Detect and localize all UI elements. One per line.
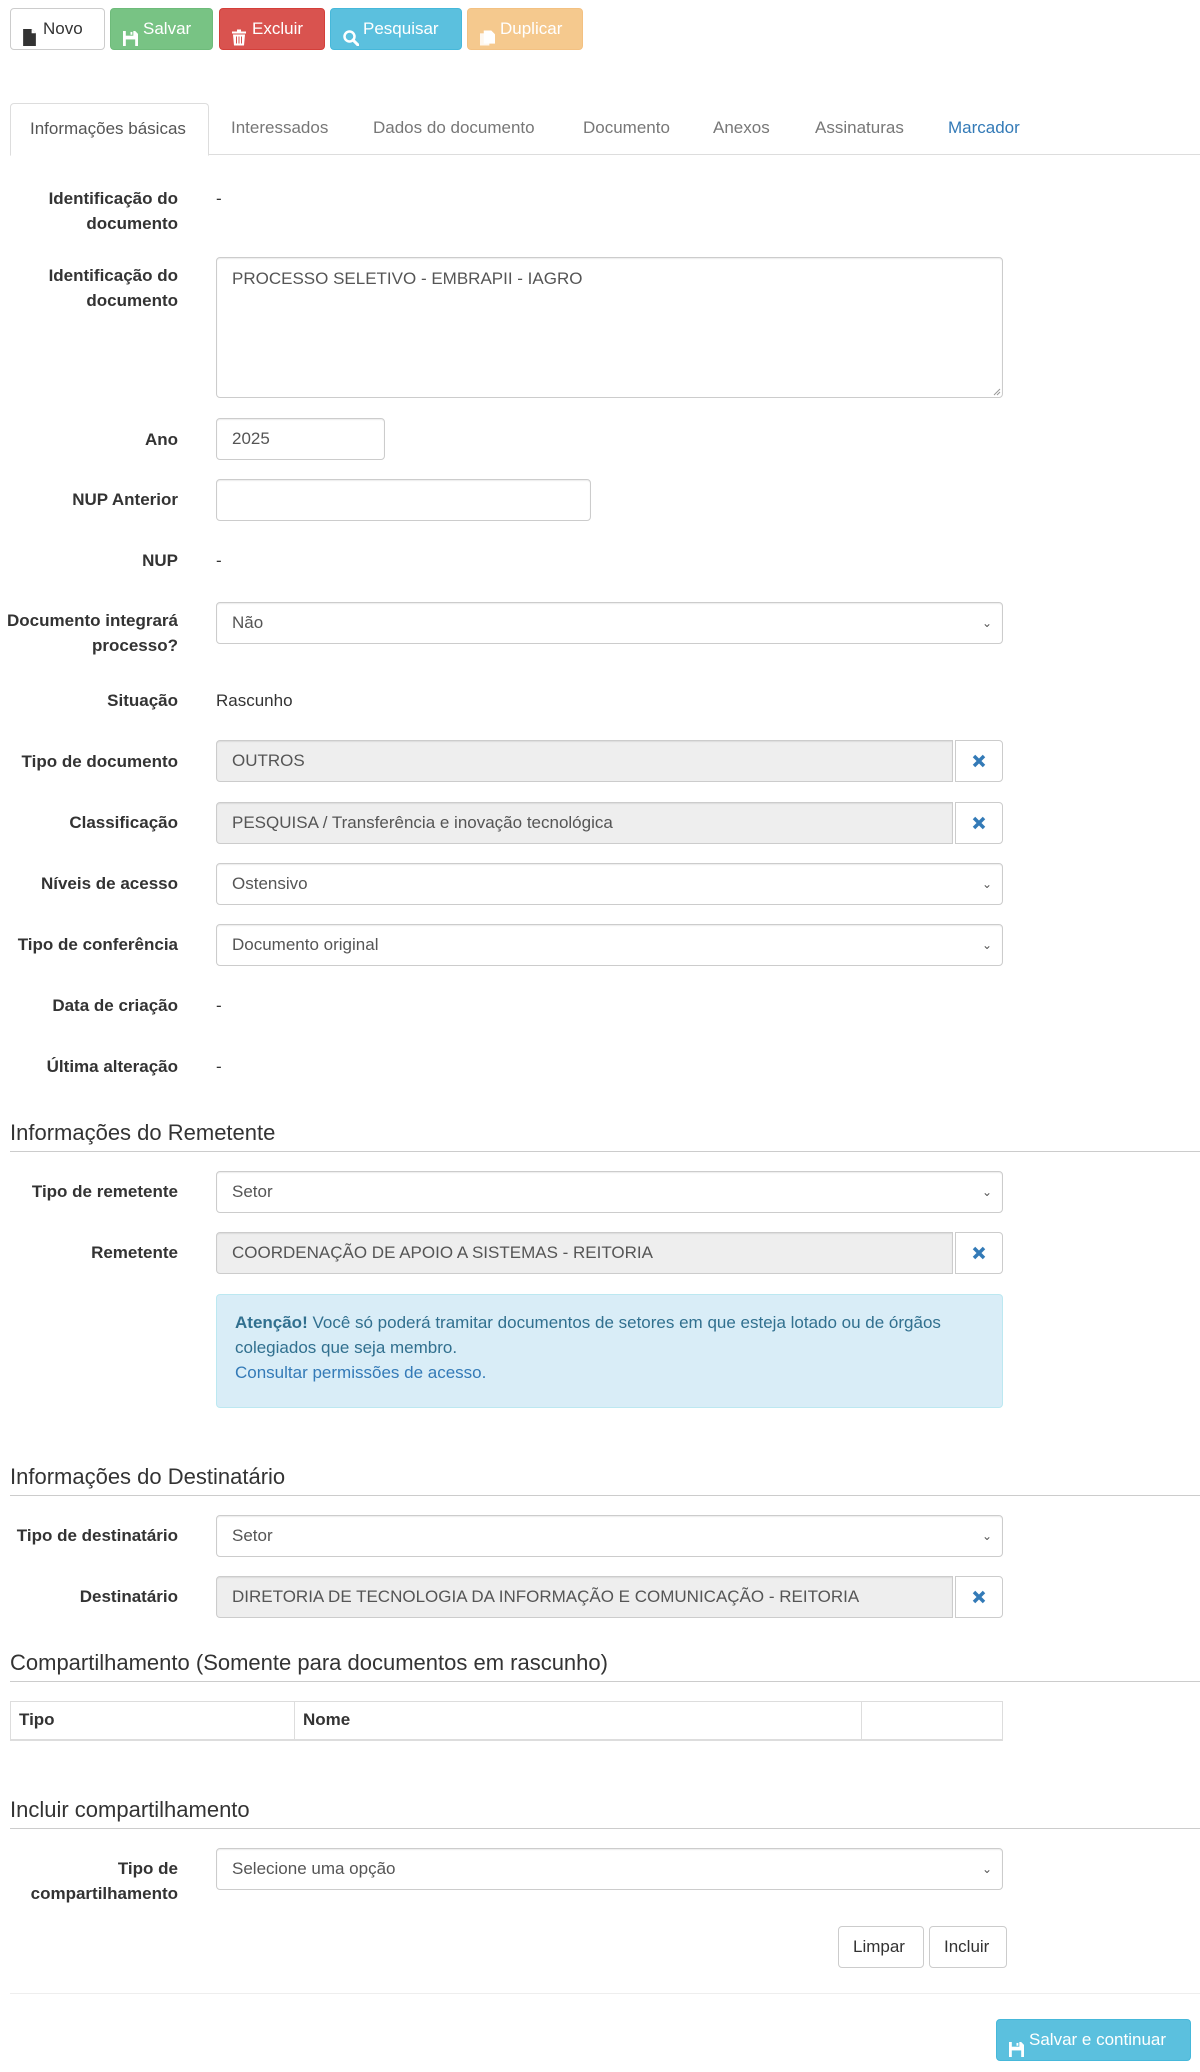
column-header-nome: Nome <box>295 1702 862 1739</box>
tipo-remetente-label: Tipo de remetente <box>31 1182 178 1201</box>
tipo-compartilhamento-label: Tipo de compartilhamento <box>30 1859 178 1903</box>
niveis-acesso-value: Ostensivo <box>232 874 308 893</box>
tab-interessados[interactable]: Interessados <box>231 118 329 137</box>
consultar-permissoes-link[interactable]: Consultar permissões de acesso. <box>235 1363 487 1382</box>
close-icon <box>971 815 987 831</box>
tipo-compartilhamento-select[interactable] <box>216 1848 1003 1890</box>
nup-anterior-label: NUP Anterior <box>72 490 178 509</box>
trash-icon <box>232 21 247 38</box>
column-header-tipo: Tipo <box>11 1702 295 1739</box>
id-doc-textarea-text: PROCESSO SELETIVO - EMBRAPII - IAGRO <box>232 269 583 288</box>
situacao-label: Situação <box>107 691 178 710</box>
salvar-label: Salvar <box>143 19 192 38</box>
ultima-alteracao-label: Última alteração <box>46 1057 178 1076</box>
nup-value: - <box>216 551 222 570</box>
classificacao-field: PESQUISA / Transferência e inovação tecnológica <box>216 802 953 844</box>
destinatario-field: DIRETORIA DE TECNOLOGIA DA INFORMAÇÃO E COMUNICAÇÃO - REITORIA <box>216 1576 953 1618</box>
close-icon <box>971 1245 987 1261</box>
chevron-down-icon: ⌄ <box>981 1529 992 1543</box>
remetente-field: COORDENAÇÃO DE APOIO A SISTEMAS - REITORIA <box>216 1232 953 1274</box>
novo-label: Novo <box>43 19 83 38</box>
clear-destinatario-button[interactable] <box>955 1576 1003 1618</box>
destinatario-heading: Informações do Destinatário <box>10 1463 1200 1496</box>
close-icon <box>971 753 987 769</box>
column-header-actions <box>862 1702 1002 1739</box>
limpar-button[interactable]: Limpar <box>838 1926 924 1968</box>
duplicar-label: Duplicar <box>500 19 563 38</box>
duplicar-button[interactable] <box>467 8 583 50</box>
data-criacao-label: Data de criação <box>52 996 178 1015</box>
copy-icon <box>480 21 495 38</box>
integra-processo-label: Documento integrará processo? <box>7 611 178 655</box>
tipo-compartilhamento-value: Selecione uma opção <box>232 1859 396 1878</box>
tipo-destinatario-value: Setor <box>232 1526 273 1545</box>
tipo-destinatario-select[interactable] <box>216 1515 1003 1557</box>
chevron-down-icon: ⌄ <box>981 938 992 952</box>
floppy-disk-icon <box>123 21 138 38</box>
tipo-conferencia-select[interactable] <box>216 924 1003 966</box>
clear-classificacao-button[interactable] <box>955 802 1003 844</box>
data-criacao-value: - <box>216 996 222 1015</box>
salvar-button[interactable] <box>110 8 213 50</box>
search-icon <box>343 21 358 38</box>
chevron-down-icon: ⌄ <box>981 877 992 891</box>
chevron-down-icon: ⌄ <box>981 616 992 630</box>
tab-assinaturas[interactable]: Assinaturas <box>815 118 904 137</box>
id-doc-label: Identificação do documento <box>48 189 178 233</box>
pesquisar-button[interactable] <box>330 8 462 50</box>
pesquisar-label: Pesquisar <box>363 19 439 38</box>
clear-tipo-documento-button[interactable] <box>955 740 1003 782</box>
clear-remetente-button[interactable] <box>955 1232 1003 1274</box>
nup-anterior-input[interactable] <box>216 479 591 521</box>
compartilhamento-heading: Compartilhamento (Somente para documentos em rascunho) <box>10 1649 1200 1682</box>
compartilhamento-table <box>10 1701 1003 1741</box>
ano-label: Ano <box>144 430 178 449</box>
incluir-heading: Incluir compartilhamento <box>10 1796 1200 1829</box>
tab-documento[interactable]: Documento <box>583 118 670 137</box>
tab-strip <box>10 103 1200 155</box>
tipo-documento-label: Tipo de documento <box>21 752 178 771</box>
tab-informacoes-basicas[interactable]: Informações básicas <box>10 103 209 156</box>
id-doc2-label: Identificação do documento <box>48 266 178 310</box>
nup-label: NUP <box>142 551 178 570</box>
chevron-down-icon: ⌄ <box>981 1185 992 1199</box>
excluir-button[interactable] <box>219 8 325 50</box>
tipo-remetente-value: Setor <box>232 1182 273 1201</box>
alert-text: Você só poderá tramitar documentos de setores em que esteja lotado ou de órgãos colegiados que seja membro. <box>235 1313 941 1357</box>
classificacao-label: Classificação <box>69 813 178 832</box>
tipo-conferencia-value: Documento original <box>232 935 379 954</box>
tab-anexos[interactable]: Anexos <box>713 118 770 137</box>
situacao-value: Rascunho <box>216 691 293 710</box>
id-doc-textarea[interactable] <box>216 257 1003 398</box>
chevron-down-icon: ⌄ <box>981 1862 992 1876</box>
tipo-conferencia-label: Tipo de conferência <box>17 935 178 954</box>
remetente-heading: Informações do Remetente <box>10 1119 1200 1152</box>
id-doc-value: - <box>216 189 222 208</box>
niveis-acesso-select[interactable] <box>216 863 1003 905</box>
ano-input[interactable]: 2025 <box>216 418 385 460</box>
remetente-label: Remetente <box>91 1243 178 1262</box>
divider <box>10 1993 1200 1994</box>
file-icon <box>23 21 38 38</box>
permission-alert <box>216 1294 1003 1408</box>
resize-handle-icon[interactable] <box>992 387 1001 396</box>
integra-processo-select[interactable] <box>216 602 1003 644</box>
tipo-remetente-select[interactable] <box>216 1171 1003 1213</box>
tab-marcador[interactable]: Marcador <box>948 118 1020 137</box>
destinatario-label: Destinatário <box>79 1587 178 1606</box>
incluir-button[interactable]: Incluir <box>929 1926 1007 1968</box>
floppy-disk-icon <box>1009 2032 1024 2049</box>
tipo-destinatario-label: Tipo de destinatário <box>16 1526 178 1545</box>
tipo-documento-field: OUTROS <box>216 740 953 782</box>
alert-strong: Atenção! <box>235 1313 308 1332</box>
niveis-acesso-label: Níveis de acesso <box>40 874 178 893</box>
salvar-continuar-button[interactable] <box>996 2019 1191 2061</box>
excluir-label: Excluir <box>252 19 304 38</box>
close-icon <box>971 1589 987 1605</box>
integra-processo-value: Não <box>232 613 264 632</box>
novo-button[interactable] <box>10 8 105 50</box>
salvar-continuar-label: Salvar e continuar <box>1029 2030 1167 2049</box>
tab-dados-do-documento[interactable]: Dados do documento <box>373 118 535 137</box>
ultima-alteracao-value: - <box>216 1057 222 1076</box>
